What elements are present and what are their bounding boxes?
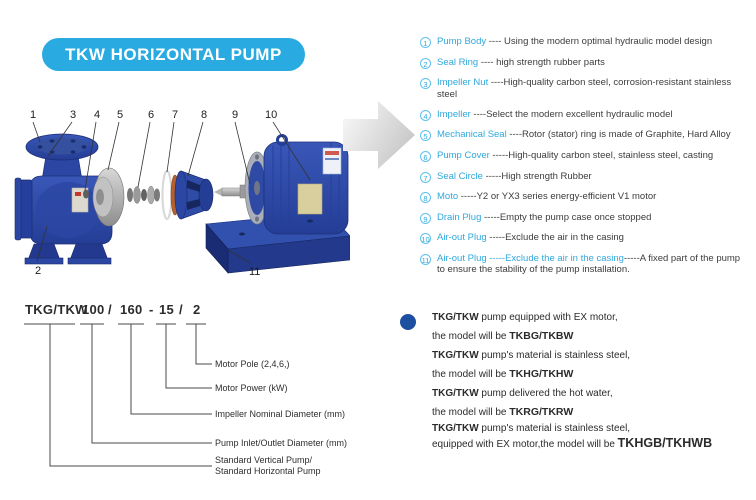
part-name: Pump Cover	[437, 149, 490, 161]
parts-spec-list	[420, 36, 750, 285]
result-text: the model will be	[432, 407, 510, 418]
spec-item-8	[420, 191, 750, 203]
spec-text	[437, 109, 673, 121]
number-badge: 8	[420, 192, 431, 203]
part-number: 6	[148, 109, 155, 121]
pump-flange	[26, 134, 98, 160]
motor-nameplate	[298, 184, 322, 214]
variant-1	[432, 308, 754, 346]
variants-section	[398, 308, 754, 452]
spec-item-1	[420, 36, 750, 48]
right-arrow-icon	[343, 96, 418, 174]
mechanical-seal-stack	[127, 186, 160, 204]
code-sep: /	[108, 302, 112, 317]
part-number: 11	[249, 266, 261, 278]
spec-text	[437, 171, 592, 183]
title-banner	[42, 38, 305, 71]
part-number: 8	[201, 109, 208, 121]
part-desc: ----Rotor (stator) ring is made of Graphite, Hard Alloy	[506, 129, 731, 141]
spec-text	[437, 191, 656, 203]
spec-text	[437, 212, 651, 224]
variant-2	[432, 346, 754, 384]
part-number: 1	[30, 109, 37, 121]
part-number: 5	[117, 109, 124, 121]
code-sep: /	[179, 302, 183, 317]
part-name: Mechanical Seal	[437, 129, 507, 141]
part-desc: ---- high strength rubber parts	[478, 56, 605, 68]
label-impeller-diameter: Impeller Nominal Diameter (mm)	[215, 409, 346, 419]
variant-4	[432, 422, 754, 452]
label-motor-power: Motor Power (kW)	[215, 383, 288, 393]
part-desc: ----Select the modern excellent hydraulic model	[470, 108, 673, 120]
number-badge: 11	[421, 255, 430, 265]
code-labels	[215, 359, 347, 476]
number-badge: 4	[420, 110, 431, 121]
result-code: TKBG/TKBW	[509, 330, 574, 342]
bullet-icon	[400, 314, 416, 330]
spec-item-10	[420, 232, 750, 244]
brand-code: TKG/TKW	[432, 350, 479, 361]
code-pole: 2	[193, 302, 201, 317]
result-code: TKRG/TKRW	[509, 406, 574, 418]
part-name: Drain Plug	[437, 211, 482, 223]
model-code-text	[25, 302, 201, 317]
brand-code: TKG/TKW	[432, 312, 479, 323]
part-name: Seal Circle	[437, 170, 483, 182]
part-desc: -----Y2 or YX3 series energy-efficient V1 motor	[458, 191, 657, 203]
number-badge: 2	[420, 58, 431, 69]
result-text: the model will be	[432, 369, 510, 380]
variants-list	[432, 308, 754, 452]
spec-text	[437, 77, 750, 100]
number-badge: 6	[420, 151, 431, 162]
code-family: TKG/TKW	[25, 302, 88, 317]
part-number: 2	[35, 265, 42, 277]
part-desc: -----Exclude the air in the casing	[486, 232, 624, 244]
label-pump-type-2: Standard Horizontal Pump	[215, 466, 321, 476]
number-badge: 9	[420, 213, 431, 224]
result-text: the model will be	[432, 331, 510, 342]
part-number: 10	[265, 109, 278, 121]
code-sep: -	[149, 302, 154, 317]
model-code-diagram	[20, 297, 365, 493]
spec-text	[437, 232, 624, 244]
label-inlet-outlet-diameter: Pump Inlet/Outlet Diameter (mm)	[215, 438, 348, 448]
part-number: 3	[70, 109, 77, 121]
code-impeller: 160	[120, 302, 143, 317]
label-motor-pole: Motor Pole (2,4,6,)	[215, 359, 290, 369]
part-desc: -----High-quality carbon steel, stainless steel, casting	[489, 149, 714, 161]
part-desc: ----High-quality carbon steel, corrosion-resistant stainless steel	[437, 77, 734, 100]
part-desc: -----A fixed part of the pump to ensure the stability of the pump installation.	[437, 252, 743, 276]
number-badge: 10	[421, 235, 430, 245]
variant-3	[432, 384, 754, 422]
code-connector-lines	[50, 324, 212, 466]
variant-condition	[432, 308, 754, 327]
number-badge: 7	[420, 172, 431, 183]
condition-text: pump delivered the hot water,	[478, 388, 613, 399]
variant-result	[432, 403, 754, 422]
spec-item-5	[420, 129, 750, 141]
spec-item-2	[420, 57, 750, 69]
part-name: Impeller	[437, 108, 471, 120]
part-desc: -----Empty the pump case once stopped	[481, 211, 652, 223]
spec-item-3	[420, 77, 750, 100]
part-number: 4	[94, 109, 101, 121]
part-name: Moto	[437, 191, 459, 203]
brand-code: TKG/TKW	[432, 423, 479, 434]
number-badge: 3	[420, 78, 431, 89]
part-name: Air-out Plug	[437, 232, 487, 244]
spec-text	[437, 57, 605, 69]
part-name: Pump Body	[437, 36, 487, 47]
number-badge: 1	[420, 37, 431, 48]
spec-text	[437, 129, 731, 141]
variant-result	[432, 365, 754, 384]
part-name: Seal Ring	[437, 56, 479, 68]
result-code: TKHG/TKHW	[509, 368, 574, 380]
result-text: equipped with EX motor,the model will be	[432, 439, 618, 450]
variant-result	[432, 436, 754, 452]
spec-item-9	[420, 212, 750, 224]
variant-result	[432, 327, 754, 346]
part-name: Air-out Plug -----Exclude the air in the casing	[437, 252, 624, 264]
part-desc: ---- Using the modern optimal hydraulic model design	[486, 36, 713, 47]
motor-body	[264, 136, 348, 235]
variant-condition	[432, 422, 754, 436]
spec-item-6	[420, 150, 750, 162]
page-title: TKW HORIZONTAL PUMP	[65, 44, 282, 64]
spec-text	[437, 150, 713, 162]
code-power: 15	[159, 302, 175, 317]
number-badge: 5	[420, 130, 431, 141]
spec-item-7	[420, 171, 750, 183]
spec-item-4	[420, 109, 750, 121]
pump-cover	[175, 171, 213, 219]
condition-text: pump equipped with EX motor,	[478, 312, 618, 323]
variant-condition	[432, 346, 754, 365]
seal-circle-ring	[163, 171, 172, 219]
motor-shaft	[214, 185, 246, 198]
part-number: 7	[172, 109, 179, 121]
spec-text	[437, 253, 750, 276]
part-name: Impeller Nut	[437, 77, 489, 89]
part-desc: -----High strength Rubber	[482, 170, 592, 182]
spec-text	[437, 36, 712, 48]
code-inlet: 100	[82, 302, 105, 317]
label-pump-type-1: Standard Vertical Pump/	[215, 455, 313, 465]
variant-condition	[432, 384, 754, 403]
part-number: 9	[232, 109, 239, 121]
condition-text: pump's material is stainless steel,	[478, 350, 631, 361]
spec-item-11	[420, 253, 750, 276]
impeller-nut	[83, 190, 89, 199]
result-code: TKHGB/TKHWB	[617, 436, 713, 450]
brand-code: TKG/TKW	[432, 388, 479, 399]
condition-text: pump's material is stainless steel,	[478, 423, 631, 434]
exploded-pump-diagram	[10, 100, 350, 292]
